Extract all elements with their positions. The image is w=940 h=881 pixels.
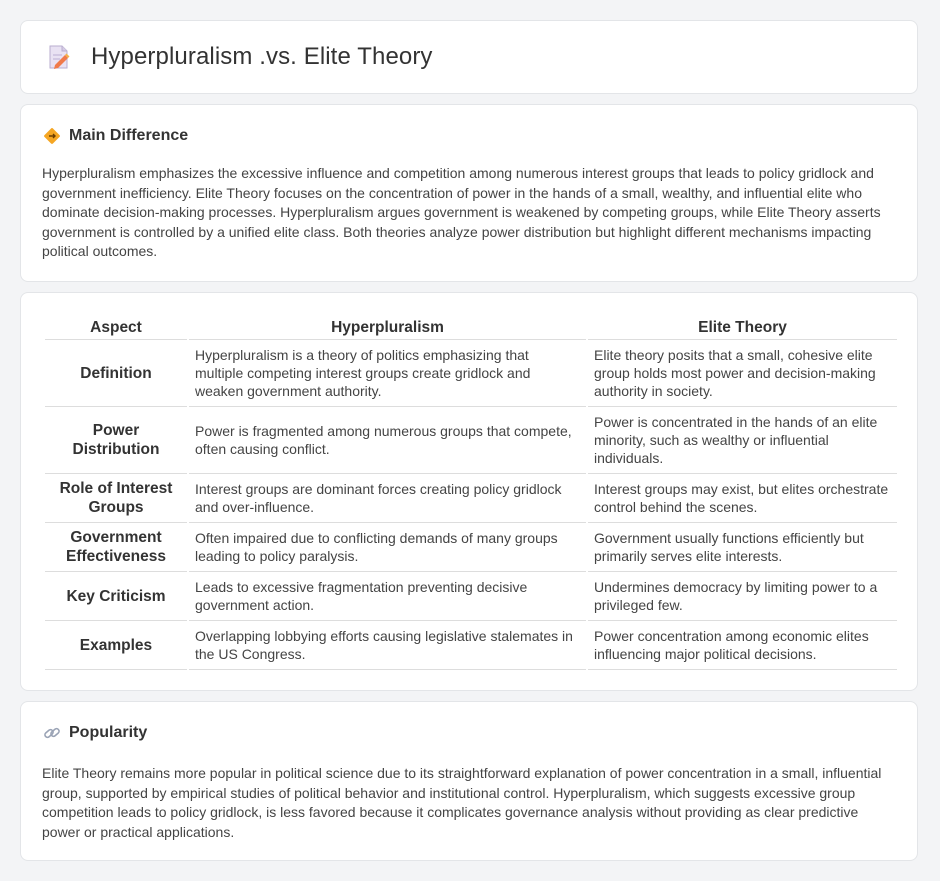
row-elite: Undermines democracy by limiting power to a privileged few. (588, 572, 897, 621)
row-aspect: Power Distribution (45, 407, 187, 474)
header-hyperpluralism: Hyperpluralism (189, 315, 586, 340)
row-hyperpluralism: Overlapping lobbying efforts causing legislative stalemates in the US Congress. (189, 621, 586, 670)
comparison-card (20, 292, 918, 691)
popularity-header (43, 724, 147, 742)
row-elite: Government usually functions efficiently but primarily serves elite interests. (588, 523, 897, 572)
comparison-table (43, 315, 899, 670)
popularity-card (20, 701, 918, 861)
row-aspect: Government Effectiveness (45, 523, 187, 572)
main-difference-header (43, 127, 188, 145)
link-icon (43, 724, 61, 742)
row-hyperpluralism: Often impaired due to conflicting demands of many groups leading to policy paralysis. (189, 523, 586, 572)
table-header-row (45, 315, 897, 340)
header-card (20, 20, 918, 94)
row-aspect: Definition (45, 340, 187, 407)
row-elite: Interest groups may exist, but elites orchestrate control behind the scenes. (588, 474, 897, 523)
row-aspect: Examples (45, 621, 187, 670)
header-aspect: Aspect (45, 315, 187, 340)
row-elite: Elite theory posits that a small, cohesive elite group holds most power and decision-making authority in society. (588, 340, 897, 407)
title-row (47, 43, 433, 71)
header-elite-theory: Elite Theory (588, 315, 897, 340)
table-row (45, 572, 897, 621)
row-hyperpluralism: Interest groups are dominant forces creating policy gridlock and over-influence. (189, 474, 586, 523)
page-title: Hyperpluralism .vs. Elite Theory (91, 43, 433, 70)
table-row (45, 523, 897, 572)
row-elite: Power concentration among economic elites influencing major political decisions. (588, 621, 897, 670)
row-hyperpluralism: Leads to excessive fragmentation preventing decisive government action. (189, 572, 586, 621)
main-difference-title: Main Difference (69, 127, 189, 144)
table-row (45, 621, 897, 670)
diamond-arrows-icon (43, 127, 61, 145)
row-hyperpluralism: Hyperpluralism is a theory of politics emphasizing that multiple competing interest groups create gridlock and weaken government authority. (189, 340, 586, 407)
table-row (45, 474, 897, 523)
table-row (45, 340, 897, 407)
row-aspect: Key Criticism (45, 572, 187, 621)
table-row (45, 407, 897, 474)
row-elite: Power is concentrated in the hands of an elite minority, such as wealthy or influential individuals. (588, 407, 897, 474)
document-pencil-icon (47, 44, 71, 70)
popularity-title: Popularity (69, 724, 148, 741)
main-difference-card (20, 104, 918, 282)
popularity-text: Elite Theory remains more popular in political science due to its straightforward explanation of power concentration in a small, influential group, supported by empirical studies of political behavior and institutional control. Hyperpluralism, which suggests excessive group competition leads to policy gridlock, is less favored because it complicates governance analysis without providing as clear predictive power or practical applications. (42, 765, 882, 840)
row-aspect: Role of Interest Groups (45, 474, 187, 523)
row-hyperpluralism: Power is fragmented among numerous groups that compete, often causing conflict. (189, 407, 586, 474)
main-difference-text: Hyperpluralism emphasizes the excessive influence and competition among numerous interest groups that leads to policy gridlock and government inefficiency. Elite Theory focuses on the concentration of power in the hands of a small, wealthy, and influential elite who dominate decision-making processes. Hyperpluralism argues government is weakened by competing groups, while Elite Theory asserts government is controlled by a unified elite class. Both theories analyze power distribution but highlight different mechanisms impacting political outcomes. (42, 165, 881, 259)
